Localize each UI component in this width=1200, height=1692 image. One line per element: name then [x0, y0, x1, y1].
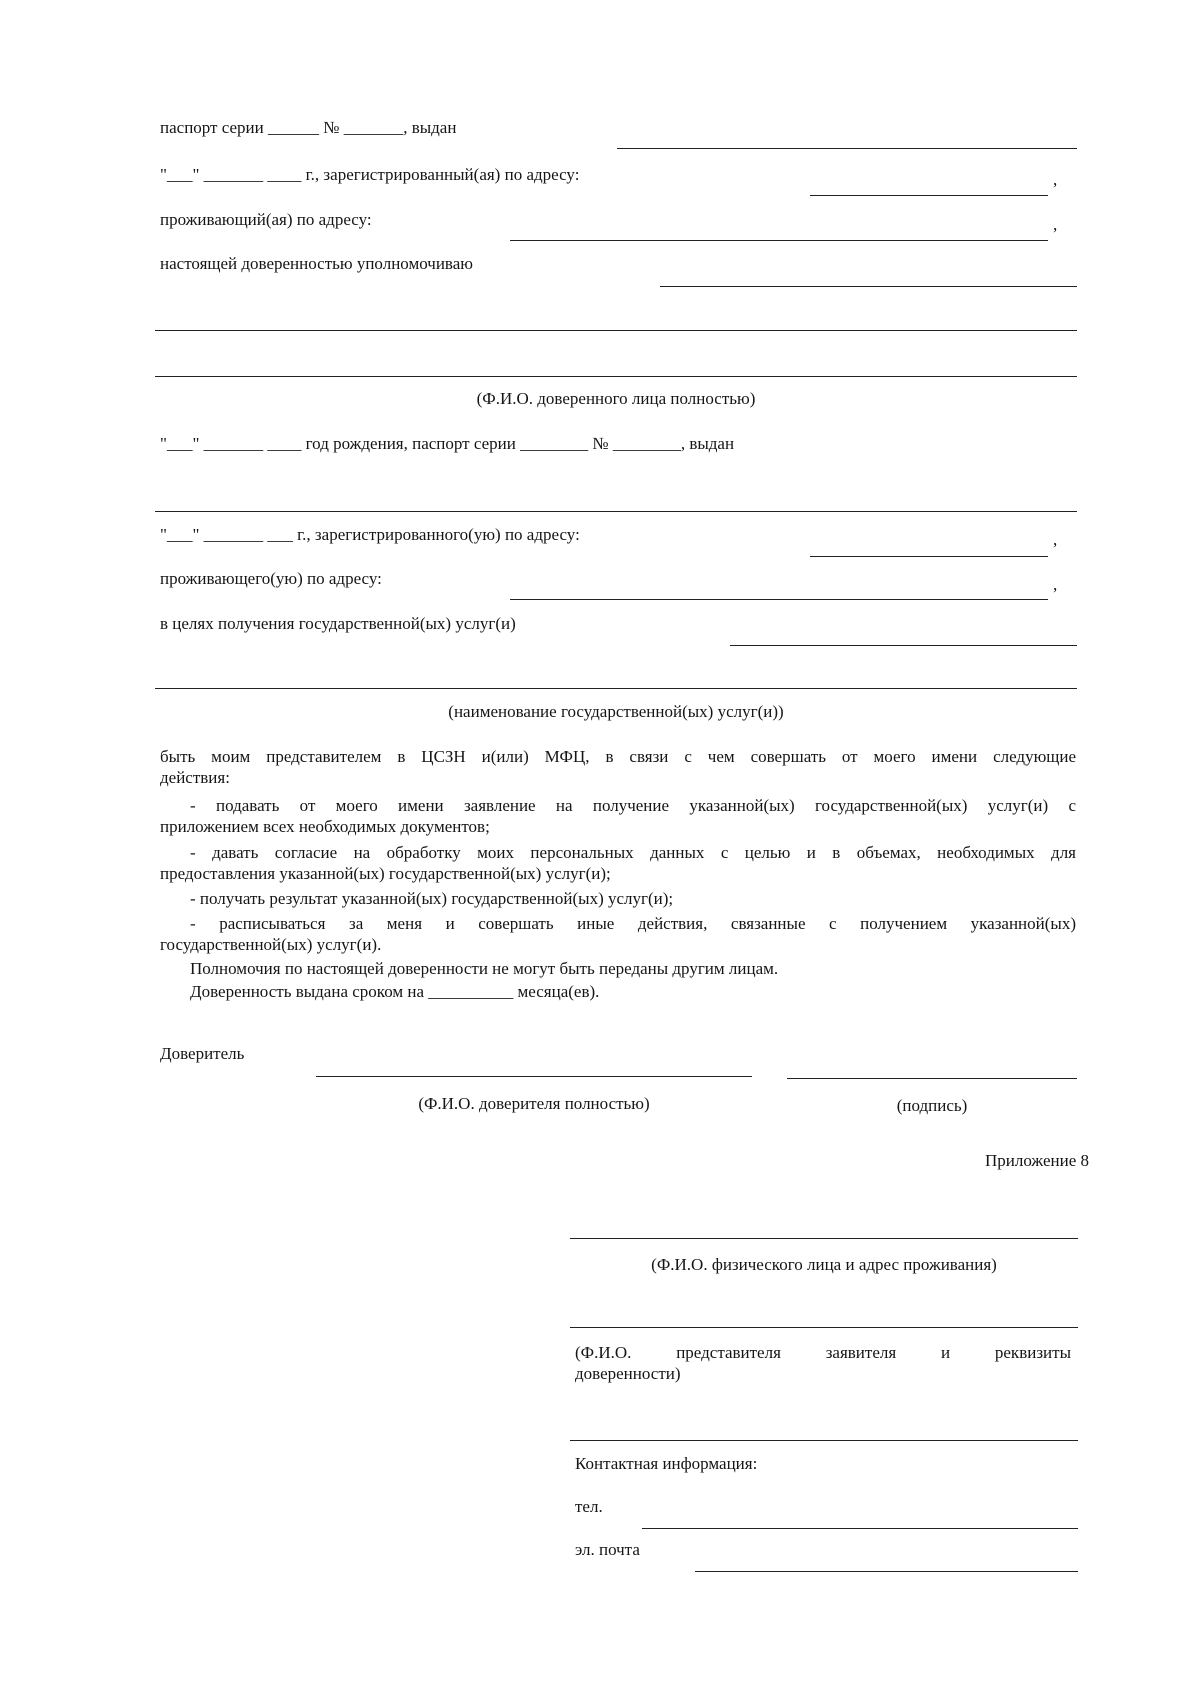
- principal-passport-issuer-blank[interactable]: [617, 148, 1077, 149]
- service-name-blank-start[interactable]: [730, 645, 1077, 646]
- proxy-residence-label: проживающего(ую) по адресу:: [160, 569, 382, 588]
- principal-birth-registration-line: "___" _______ ____ г., зарегистрированный(ая) по адресу:: [160, 165, 580, 184]
- proxy-passport-issuer-blank[interactable]: [155, 511, 1077, 512]
- service-name-caption: (наименование государственной(ых) услуг(и)): [448, 702, 784, 721]
- service-purpose-line: в целях получения государственной(ых) услуг(и): [160, 614, 516, 633]
- powers-intro-line1: быть моим представителем в ЦСЗН и(или) МФЦ, в связи с чем совершать от моего имени следующие: [160, 747, 1076, 766]
- comma: ,: [1053, 215, 1058, 234]
- proxy-birth-passport-line: "___" _______ ____ год рождения, паспорт серии ________ № ________, выдан: [160, 434, 735, 453]
- proxy-name-blank-line3[interactable]: [155, 376, 1077, 377]
- proxy-registration-line: "___" _______ ___ г., зарегистрированного(ую) по адресу:: [160, 525, 580, 544]
- phone-blank[interactable]: [642, 1528, 1078, 1529]
- email-label: эл. почта: [575, 1540, 640, 1559]
- principal-passport-line: паспорт серии ______ № _______, выдан: [160, 118, 457, 137]
- service-name-blank-line2[interactable]: [155, 688, 1077, 689]
- phone-label: тел.: [575, 1497, 603, 1516]
- appendix-title: Приложение 8: [985, 1151, 1089, 1170]
- proxy-residence-address-blank[interactable]: [510, 599, 1048, 600]
- principal-signature-blank[interactable]: [787, 1078, 1077, 1079]
- representative-caption-line1: (Ф.И.О. представителя заявителя и реквизиты: [575, 1343, 1071, 1362]
- principal-residence-address-blank[interactable]: [510, 240, 1048, 241]
- powers-intro-line2: действия:: [160, 768, 230, 787]
- applicant-name-address-caption: (Ф.И.О. физического лица и адрес проживания): [651, 1255, 997, 1274]
- power-item2-line1: - давать согласие на обработку моих персональных данных с целью и в объемах, необходимых для: [190, 843, 1076, 862]
- comma: ,: [1053, 575, 1058, 594]
- no-transfer-clause: Полномочия по настоящей доверенности не могут быть переданы другим лицам.: [190, 959, 779, 978]
- principal-residence-label: проживающий(ая) по адресу:: [160, 210, 372, 229]
- power-item4-line2: государственной(ых) услуг(и).: [160, 935, 382, 954]
- contact-blank[interactable]: [570, 1440, 1078, 1441]
- representative-caption-line2: доверенности): [575, 1364, 681, 1383]
- empowerment-statement: настоящей доверенностью уполномочиваю: [160, 254, 473, 273]
- principal-name-blank[interactable]: [316, 1076, 752, 1077]
- comma: ,: [1053, 170, 1058, 189]
- power-item4-line1: - расписываться за меня и совершать иные действия, связанные с получением указанной(ых): [190, 914, 1076, 933]
- power-item1-line2: приложением всех необходимых документов;: [160, 817, 490, 836]
- applicant-name-address-blank[interactable]: [570, 1238, 1078, 1239]
- proxy-name-blank-start[interactable]: [660, 286, 1077, 287]
- principal-signature-label: Доверитель: [160, 1044, 245, 1063]
- power-item1-line1: - подавать от моего имени заявление на получение указанной(ых) государственной(ых) услуг(и) с: [190, 796, 1076, 815]
- proxy-name-blank-line2[interactable]: [155, 330, 1077, 331]
- proxy-name-caption: (Ф.И.О. доверенного лица полностью): [476, 389, 756, 408]
- signature-caption: (подпись): [896, 1096, 968, 1115]
- term-line: Доверенность выдана сроком на __________ месяца(ев).: [190, 982, 600, 1001]
- proxy-registration-address-blank[interactable]: [810, 556, 1048, 557]
- power-item3: - получать результат указанной(ых) государственной(ых) услуг(и);: [190, 889, 674, 908]
- power-item2-line2: предоставления указанной(ых) государственной(ых) услуг(и);: [160, 864, 611, 883]
- email-blank[interactable]: [695, 1571, 1078, 1572]
- principal-registration-address-blank[interactable]: [810, 195, 1048, 196]
- principal-name-caption: (Ф.И.О. доверителя полностью): [418, 1094, 650, 1113]
- comma: ,: [1053, 530, 1058, 549]
- representative-blank[interactable]: [570, 1327, 1078, 1328]
- contact-info-label: Контактная информация:: [575, 1454, 758, 1473]
